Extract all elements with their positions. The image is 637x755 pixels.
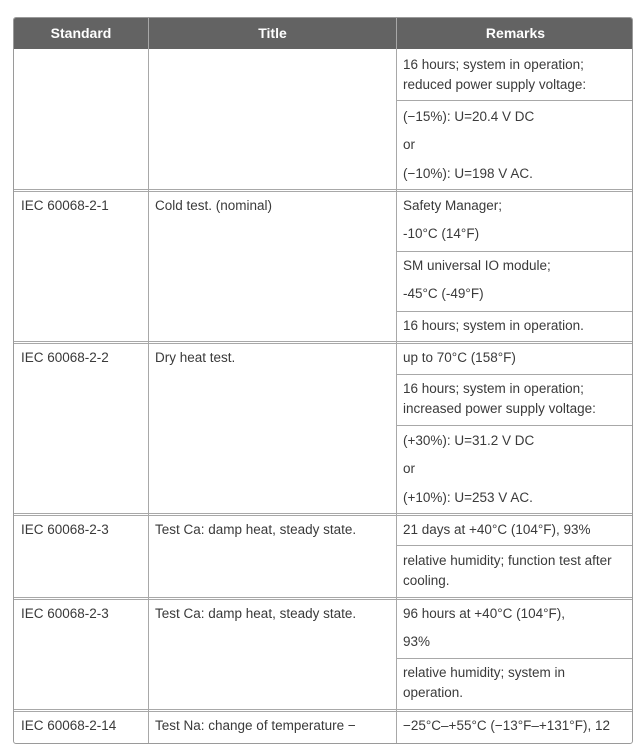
table-cell-remarks: Safety Manager; [403,198,503,213]
column-divider [148,18,149,743]
table-cell-remarks: −25°C–+55°C (−13°F–+131°F), 12 [403,718,610,733]
environment-test-table [13,17,633,744]
table-cell-standard: IEC 60068-2-1 [21,198,109,213]
row-divider [14,597,633,598]
column-divider [396,18,397,743]
header-remarks: Remarks [485,25,546,41]
table-cell-remarks: relative humidity; system in operation. [403,665,566,700]
table-cell-title: Test Ca: damp heat, steady state. [155,522,357,537]
cell-divider [396,425,632,426]
row-divider [14,343,633,344]
header-title: Title [258,25,287,41]
row-divider [14,513,633,514]
table-cell-standard: IEC 60068-2-14 [21,718,117,733]
table-cell-remarks: or [403,137,416,152]
table-cell-title: Test Ca: damp heat, steady state. [155,606,357,621]
table-cell-remarks: -10°C (14°F) [403,226,480,241]
row-divider [14,515,633,516]
row-divider [14,189,633,190]
cell-divider [396,658,632,659]
table-cell-remarks: 16 hours; system in operation. [403,318,584,333]
cell-divider [396,545,632,546]
table-cell-remarks: -45°C (-49°F) [403,286,484,301]
table-cell-title: Test Na: change of temperature − [155,718,356,733]
row-divider [14,191,633,192]
table-cell-remarks: (+10%): U=253 V AC. [403,490,533,505]
row-divider [14,711,633,712]
table-cell-remarks: (−10%): U=198 V AC. [403,166,533,181]
header-standard: Standard [50,25,112,41]
table-cell-remarks: 16 hours; system in operation; reduced power supply voltage: [403,57,587,92]
cell-divider [396,311,632,312]
cell-divider [396,100,632,101]
table-cell-remarks: 96 hours at +40°C (104°F), [403,606,566,621]
table-cell-remarks: SM universal IO module; [403,258,551,273]
cell-divider [396,374,632,375]
table-cell-standard: IEC 60068-2-2 [21,350,109,365]
table-cell-remarks: 21 days at +40°C (104°F), 93% [403,522,591,537]
row-divider [14,341,633,342]
row-divider [14,599,633,600]
table-cell-title: Dry heat test. [155,350,236,365]
table-cell-title: Cold test. (nominal) [155,198,273,213]
cell-divider [396,251,632,252]
table-cell-remarks: (+30%): U=31.2 V DC [403,433,535,448]
table-cell-remarks: relative humidity; function test after cooling. [403,553,612,588]
table-cell-remarks: up to 70°C (158°F) [403,350,516,365]
table-cell-standard: IEC 60068-2-3 [21,606,109,621]
table-cell-remarks: 93% [403,634,431,649]
row-divider [14,709,633,710]
table-cell-standard: IEC 60068-2-3 [21,522,109,537]
column-divider [632,18,633,743]
table-cell-remarks: (−15%): U=20.4 V DC [403,109,535,124]
table-cell-remarks: 16 hours; system in operation; increased power supply voltage: [403,381,596,416]
table-cell-remarks: or [403,461,416,476]
